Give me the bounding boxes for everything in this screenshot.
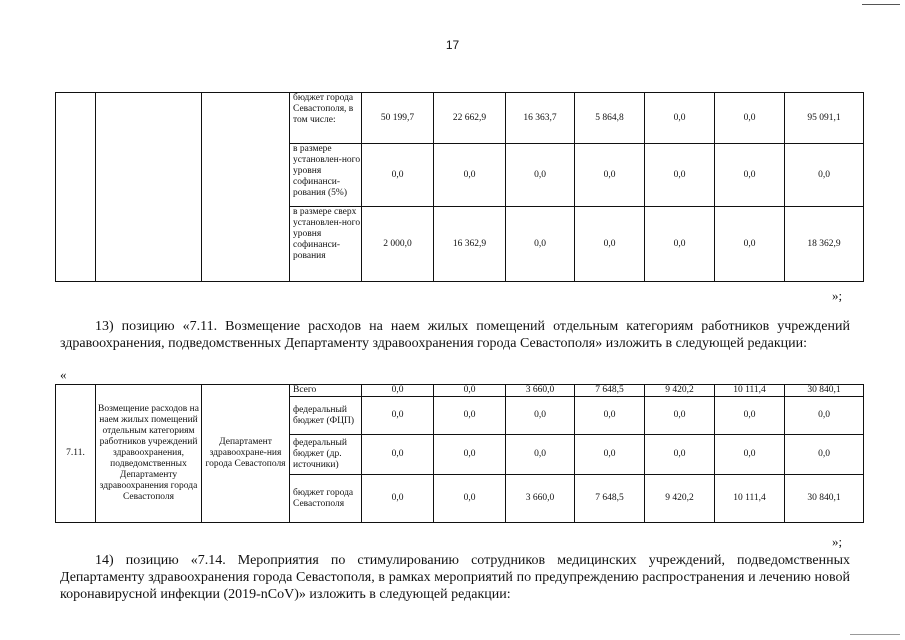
value-cell: 0,0: [434, 144, 506, 207]
source-cell: бюджет города Севастополя, в том числе:: [290, 93, 362, 144]
total-cell: 30 840,1: [785, 385, 864, 397]
bottom-edge-line: [850, 634, 900, 635]
total-cell: 0,0: [785, 397, 864, 435]
source-cell: Всего: [290, 385, 362, 397]
value-cell: 0,0: [506, 207, 575, 282]
value-cell: 0,0: [434, 397, 506, 435]
value-cell: 0,0: [715, 207, 785, 282]
value-cell: 0,0: [362, 397, 434, 435]
value-cell: 0,0: [715, 397, 785, 435]
description-cell: [96, 93, 202, 282]
value-cell: 0,0: [575, 207, 645, 282]
value-cell: 0,0: [506, 435, 575, 475]
position-executor: Департамент здравоохране-ния города Севастополя: [202, 385, 290, 523]
value-cell: 9 420,2: [645, 385, 715, 397]
budget-table-continuation: [55, 92, 864, 282]
value-cell: 0,0: [645, 93, 715, 144]
table-row: [56, 93, 864, 144]
value-cell: 3 660,0: [506, 475, 575, 523]
value-cell: 0,0: [362, 144, 434, 207]
paragraph-14: [60, 552, 850, 603]
source-cell: в размере установлен-ного уровня софинанси-рования (5%): [290, 144, 362, 207]
source-cell: бюджет города Севастополя: [290, 475, 362, 523]
executor-cell: [202, 93, 290, 282]
value-cell: 0,0: [506, 397, 575, 435]
value-cell: 7 648,5: [575, 475, 645, 523]
value-cell: 16 363,7: [506, 93, 575, 144]
value-cell: 7 648,5: [575, 385, 645, 397]
value-cell: 50 199,7: [362, 93, 434, 144]
value-cell: 5 864,8: [575, 93, 645, 144]
value-cell: 22 662,9: [434, 93, 506, 144]
value-cell: 16 362,9: [434, 207, 506, 282]
number-cell: [56, 93, 96, 282]
closing-quote: »;: [832, 288, 843, 303]
value-cell: 0,0: [645, 144, 715, 207]
value-cell: 0,0: [645, 397, 715, 435]
value-cell: 0,0: [362, 385, 434, 397]
closing-quote: »;: [832, 534, 843, 549]
value-cell: 0,0: [575, 397, 645, 435]
value-cell: 3 660,0: [506, 385, 575, 397]
value-cell: 0,0: [434, 475, 506, 523]
total-cell: 30 840,1: [785, 475, 864, 523]
value-cell: 2 000,0: [362, 207, 434, 282]
value-cell: 0,0: [434, 435, 506, 475]
value-cell: 0,0: [715, 435, 785, 475]
paragraph-13-text: 13) позицию «7.11. Возмещение расходов на наем жилых помещений отдельным категориям работников учреждений здравоохранения, подведомственных Департаменту здравоохранения города Севастополя» изложить в следующей редакции:: [60, 319, 850, 351]
top-edge-line: [862, 4, 900, 5]
value-cell: 0,0: [575, 144, 645, 207]
position-number: 7.11.: [56, 385, 96, 523]
source-cell: федеральный бюджет (др. источники): [290, 435, 362, 475]
value-cell: 0,0: [715, 93, 785, 144]
position-description: Возмещение расходов на наем жилых помещений отдельным категориям работников учреждений здравоохранения, подведомственных Департаменту здравоохранения города Севастополя: [96, 385, 202, 523]
page-number: 17: [445, 38, 460, 52]
total-cell: 0,0: [785, 435, 864, 475]
value-cell: 0,0: [362, 475, 434, 523]
paragraph-13: [60, 318, 850, 352]
value-cell: 0,0: [645, 435, 715, 475]
table-row: [56, 385, 864, 397]
paragraph-14-text: 14) позицию «7.14. Мероприятия по стимулированию сотрудников медицинских учреждений, подведомственных Департаменту здравоохранения города Севастополя, в рамках мероприятий по предупреждению распространения и лечению новой коронавирусной инфекции (2019-nCoV)» изложить в следующей редакции:: [60, 553, 850, 602]
value-cell: 0,0: [506, 144, 575, 207]
value-cell: 0,0: [434, 385, 506, 397]
position-7-11-table: [55, 384, 864, 523]
value-cell: 0,0: [575, 435, 645, 475]
total-cell: 95 091,1: [785, 93, 864, 144]
source-cell: в размере сверх установлен-ного уровня софинанси-рования: [290, 207, 362, 282]
value-cell: 10 111,4: [715, 385, 785, 397]
value-cell: 9 420,2: [645, 475, 715, 523]
value-cell: 10 111,4: [715, 475, 785, 523]
value-cell: 0,0: [362, 435, 434, 475]
total-cell: 18 362,9: [785, 207, 864, 282]
total-cell: 0,0: [785, 144, 864, 207]
source-cell: федеральный бюджет (ФЦП): [290, 397, 362, 435]
value-cell: 0,0: [715, 144, 785, 207]
value-cell: 0,0: [645, 207, 715, 282]
opening-quote: «: [60, 367, 67, 382]
